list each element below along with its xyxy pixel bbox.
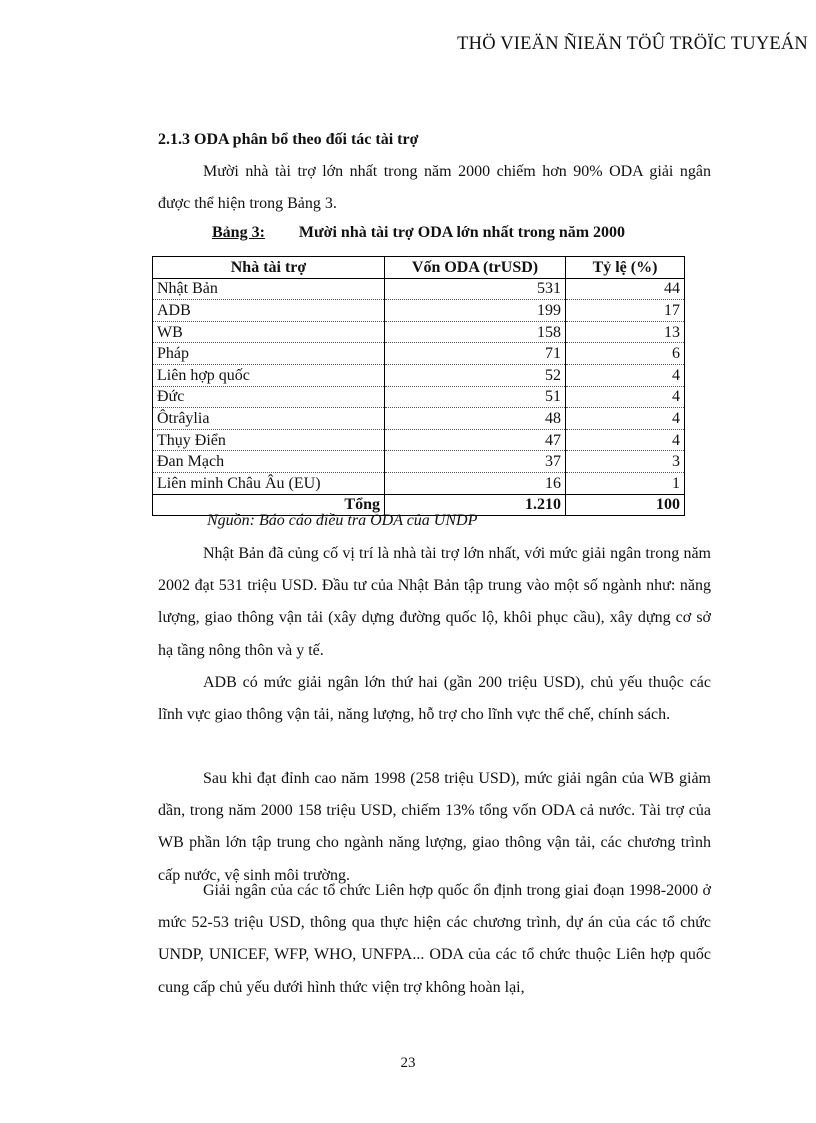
share-cell: 44 (566, 278, 685, 300)
donor-cell: WB (153, 321, 385, 343)
oda-cell: 37 (385, 451, 566, 473)
oda-donors-table (152, 256, 685, 516)
donor-cell: Thụy Điển (153, 429, 385, 451)
donor-cell: Ôtrâylia (153, 408, 385, 430)
oda-cell: 51 (385, 386, 566, 408)
oda-cell: 71 (385, 343, 566, 365)
table-header-row (153, 257, 685, 279)
table-source-note: Nguồn: Báo cáo điều tra ODA của UNDP (207, 512, 478, 529)
total-share: 100 (566, 494, 685, 516)
total-label: Tổng (153, 494, 385, 516)
col-header-donor: Nhà tài trợ (153, 257, 385, 279)
table-caption-title: Mười nhà tài trợ ODA lớn nhất trong năm 2000 (298, 224, 626, 241)
table-row (153, 451, 685, 473)
table-row (153, 408, 685, 430)
section-title: 2.1.3 ODA phân bổ theo đối tác tài trợ (158, 131, 419, 148)
share-cell: 4 (566, 429, 685, 451)
oda-cell: 531 (385, 278, 566, 300)
donor-cell: Liên hợp quốc (153, 364, 385, 386)
share-cell: 4 (566, 364, 685, 386)
share-cell: 3 (566, 451, 685, 473)
table-caption-label: Bảng 3: (212, 224, 265, 241)
share-cell: 1 (566, 472, 685, 494)
oda-cell: 16 (385, 472, 566, 494)
table-row (153, 321, 685, 343)
body-paragraph: Sau khi đạt đỉnh cao năm 1998 (258 triệu USD), mức giải ngân của WB giảm dần, trong năm 2000 158 triệu USD, chiếm 13% tổng vốn ODA cả nước. Tài trợ của WB phần lớn tập trung cho ngành năng lượng, giao thông vận tải, các chương trình cấp nước, vệ sinh môi trường. (158, 770, 711, 884)
intro-paragraph: Mười nhà tài trợ lớn nhất trong năm 2000 chiếm hơn 90% ODA giải ngân được thể hiện trong Bảng 3. (158, 163, 711, 213)
share-cell: 4 (566, 386, 685, 408)
table-row (153, 364, 685, 386)
donor-cell: Đức (153, 386, 385, 408)
donor-cell: Pháp (153, 343, 385, 365)
table-row (153, 429, 685, 451)
oda-cell: 158 (385, 321, 566, 343)
table-row (153, 343, 685, 365)
oda-cell: 52 (385, 364, 566, 386)
table-row (153, 386, 685, 408)
share-cell: 4 (566, 408, 685, 430)
share-cell: 17 (566, 300, 685, 322)
col-header-share: Tỷ lệ (%) (566, 257, 685, 279)
table-row (153, 300, 685, 322)
donor-cell: Liên minh Châu Âu (EU) (153, 472, 385, 494)
table-row (153, 472, 685, 494)
oda-cell: 48 (385, 408, 566, 430)
table-row (153, 278, 685, 300)
donor-cell: Đan Mạch (153, 451, 385, 473)
donor-cell: ADB (153, 300, 385, 322)
share-cell: 6 (566, 343, 685, 365)
share-cell: 13 (566, 321, 685, 343)
donor-cell: Nhật Bản (153, 278, 385, 300)
oda-cell: 47 (385, 429, 566, 451)
running-header: THÖ VIEÄN ÑIEÄN TÖÛ TRÖÏC TUYEÁN (457, 34, 808, 54)
page-number: 23 (400, 1055, 416, 1071)
body-paragraph: ADB có mức giải ngân lớn thứ hai (gần 200 triệu USD), chủ yếu thuộc các lĩnh vực giao thông vận tải, năng lượng, hỗ trợ cho lĩnh vực thể chế, chính sách. (158, 674, 711, 724)
body-paragraph: Giải ngân của các tổ chức Liên hợp quốc ổn định trong giai đoạn 1998-2000 ở mức 52-53 triệu USD, thông qua thực hiện các chương trình, dự án của các tổ chức UNDP, UNICEF, WFP, WHO, UNFPA... ODA của các tổ chức thuộc Liên hợp quốc cung cấp chủ yếu dưới hình thức viện trợ không hoàn lại, (158, 882, 711, 996)
total-oda: 1.210 (385, 494, 566, 516)
col-header-oda: Vốn ODA (trUSD) (385, 257, 566, 279)
table-caption (212, 224, 625, 242)
body-paragraph: Nhật Bản đã củng cố vị trí là nhà tài trợ lớn nhất, với mức giải ngân trong năm 2002 đạt 531 triệu USD. Đầu tư của Nhật Bản tập trung vào một số ngành như: năng lượng, giao thông vận tải (xây dựng đường quốc lộ, khôi phục cầu), xây dựng cơ sở hạ tầng nông thôn và y tế. (158, 545, 711, 659)
oda-cell: 199 (385, 300, 566, 322)
